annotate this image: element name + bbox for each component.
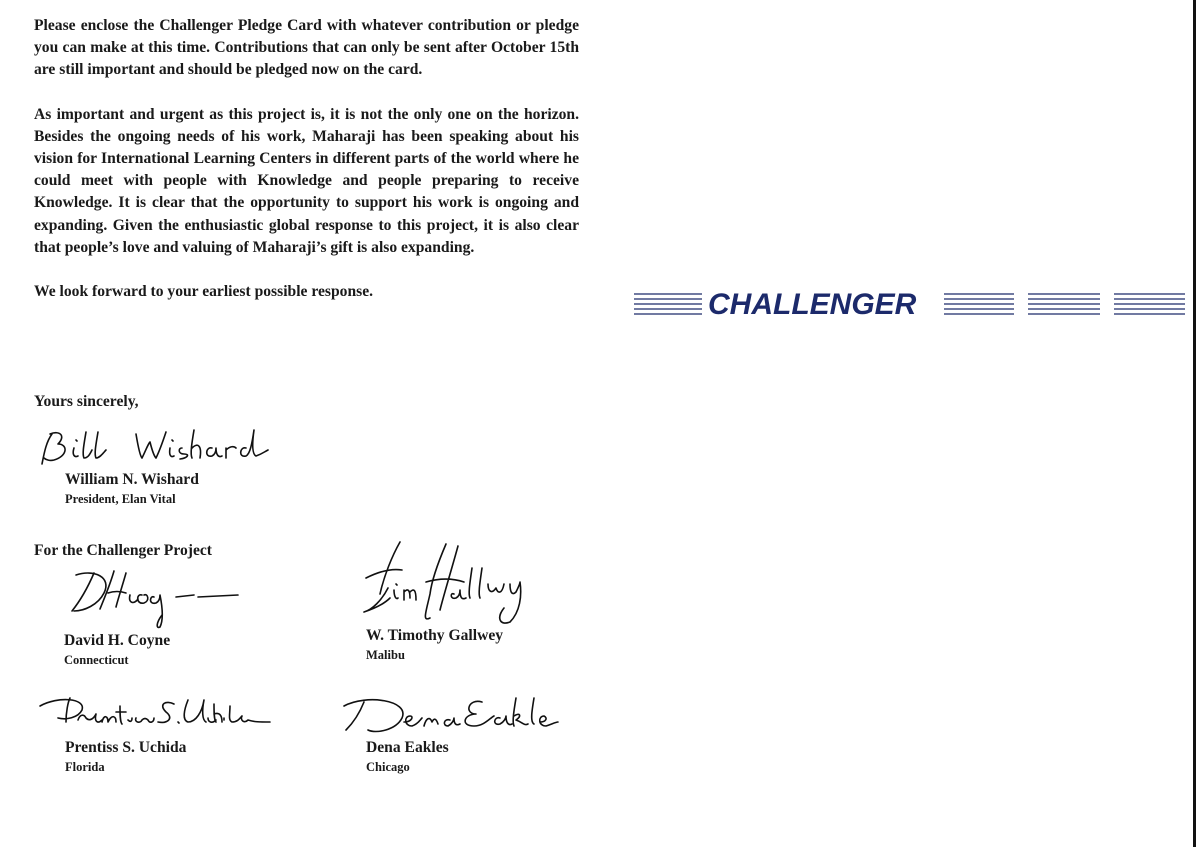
- signer-name: David H. Coyne: [64, 632, 171, 649]
- signature-david-coyne: [64, 565, 264, 629]
- signer-location: Connecticut: [64, 653, 129, 667]
- signer-name: Dena Eakles: [366, 739, 449, 756]
- signer-name: W. Timothy Gallwey: [366, 627, 504, 644]
- logo-stripes-right: [944, 294, 1185, 314]
- challenger-logo: [630, 284, 1190, 324]
- signer-block-gallwey: [360, 538, 540, 664]
- signature-timothy-gallwey: [360, 538, 540, 630]
- scan-edge-border: [1193, 0, 1196, 847]
- signer-location: Florida: [65, 760, 105, 774]
- paragraph-pledge-card: Please enclose the Challenger Pledge Card with whatever contribution or pledge you can make at this time. Contributions that can only be sent after October 15th are still important and should be pledged now on the card.: [34, 17, 579, 79]
- primary-signer-title: President, Elan Vital: [65, 492, 176, 506]
- signature-dena-eakles: [340, 692, 560, 736]
- paragraph-response: We look forward to your earliest possible response.: [34, 283, 374, 301]
- logo-stripes-left: [634, 294, 702, 314]
- primary-signer-block: [36, 424, 276, 508]
- letter-body: [34, 15, 579, 325]
- primary-signer-name: William N. Wishard: [65, 471, 199, 488]
- signer-block-eakles: [340, 692, 560, 776]
- signer-location: Chicago: [366, 760, 410, 774]
- project-label: For the Challenger Project: [34, 542, 212, 559]
- paragraph-learning-centers: As important and urgent as this project is, it is not the only one on the horizon. Besides the ongoing needs of his work, Maharaji has been speaking about his vision for International Learning Centers in different parts of the world where he could meet with people with Knowledge and people preparing to receive Knowledge. It is clear that the opportunity to support his work is ongoing and expanding. Given the enthusiastic global response to this project, it is also clear that people’s love and valuing of Maharaji’s gift is also expanding.: [34, 105, 579, 256]
- signer-name: Prentiss S. Uchida: [65, 739, 187, 756]
- signature-prentiss-uchida: [38, 692, 278, 736]
- logo-wordmark: CHALLENGER: [708, 288, 917, 321]
- signer-block-uchida: [38, 692, 278, 776]
- signer-location: Malibu: [366, 648, 405, 662]
- signer-block-coyne: [64, 565, 264, 669]
- signature-bill-wishard: [36, 424, 276, 468]
- closing-salutation: Yours sincerely,: [34, 393, 139, 410]
